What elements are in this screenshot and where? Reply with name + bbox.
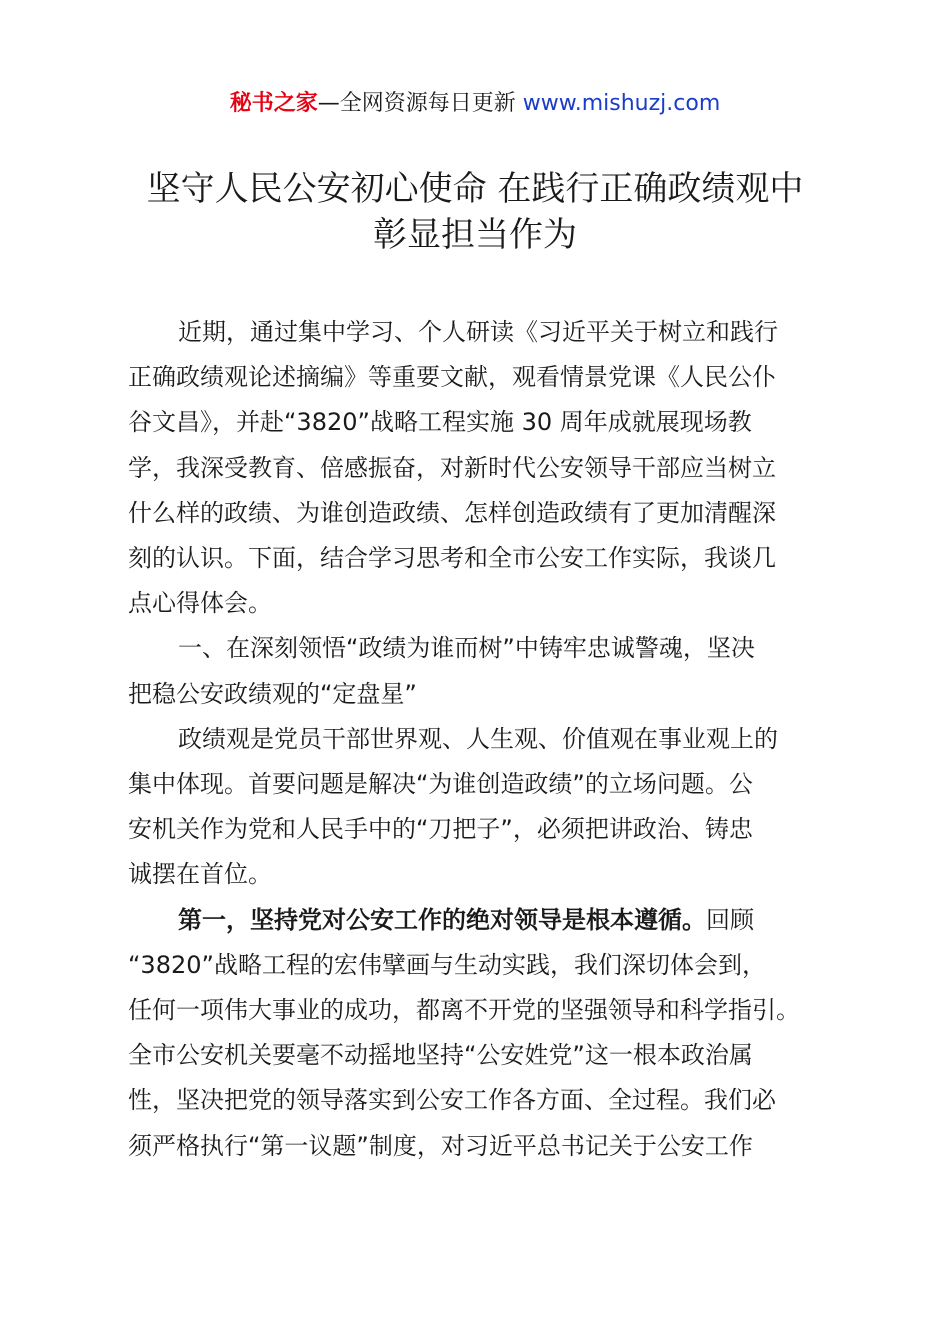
text-line: 正确政绩观论述摘编》等重要文献，观看情景党课《人民公仆 [128,363,776,392]
title-line: 坚守人民公安初心使命 在践行正确政绩观中 [146,169,804,209]
text-line: “3820”战略工程的宏伟擘画与生动实践，我们深切体会到， [128,950,766,979]
brand-name: 秘书之家 [229,91,318,116]
text-line: 把稳公安政绩观的“定盘星” [128,679,417,708]
paragraph-political-view [128,717,832,898]
text-line: 任何一项伟大事业的成功，都离不开党的坚强领导和科学指引。 [128,996,800,1025]
paragraph-intro [128,310,832,626]
lead-continuation: 回顾 [706,905,754,934]
text-line: 近期，通过集中学习、个人研读《习近平关于树立和践行 [178,318,778,346]
text-line: 谷文昌》，并赴“3820”战略工程实施 30 周年成就展现场教 [128,408,752,437]
text-line: 安机关作为党和人民手中的“刀把子”，必须把讲政治、铸忠 [128,815,753,844]
document-title [60,166,890,258]
text-line: 诚摆在首位。 [128,860,272,889]
paragraph-first-point [128,898,832,1169]
header-tagline: —全网资源每日更新 [317,91,523,116]
text-line: 政绩观是党员干部世界观、人生观、价值观在事业观上的 [178,724,778,753]
title-line: 彰显担当作为 [373,215,577,255]
text-line: 刻的认识。下面，结合学习思考和全市公安工作实际，我谈几 [128,544,776,573]
text-line: 点心得体会。 [128,589,272,618]
text-line: 全市公安机关要毫不动摇地坚持“公安姓党”这一根本政治属 [128,1041,753,1070]
section-heading-one [128,626,832,716]
text-line: 须严格执行“第一议题”制度，对习近平总书记关于公安工作 [128,1131,753,1160]
site-url-link[interactable]: www.mishuzj.com [522,91,721,116]
text-line: 一、在深刻领悟“政绩为谁而树”中铸牢忠诚警魂，坚决 [178,634,755,663]
text-line [128,898,832,943]
site-header [0,88,950,120]
text-line: 集中体现。首要问题是解决“为谁创造政绩”的立场问题。公 [128,770,753,799]
bold-lead-sentence: 第一，坚持党对公安工作的绝对领导是根本遵循。 [178,905,706,934]
text-line: 什么样的政绩、为谁创造政绩、怎样创造政绩有了更加清醒深 [128,498,776,527]
document-body [128,310,832,1169]
text-line: 性，坚决把党的领导落实到公安工作各方面、全过程。我们必 [128,1086,776,1115]
text-line: 学，我深受教育、倍感振奋，对新时代公安领导干部应当树立 [128,453,776,482]
